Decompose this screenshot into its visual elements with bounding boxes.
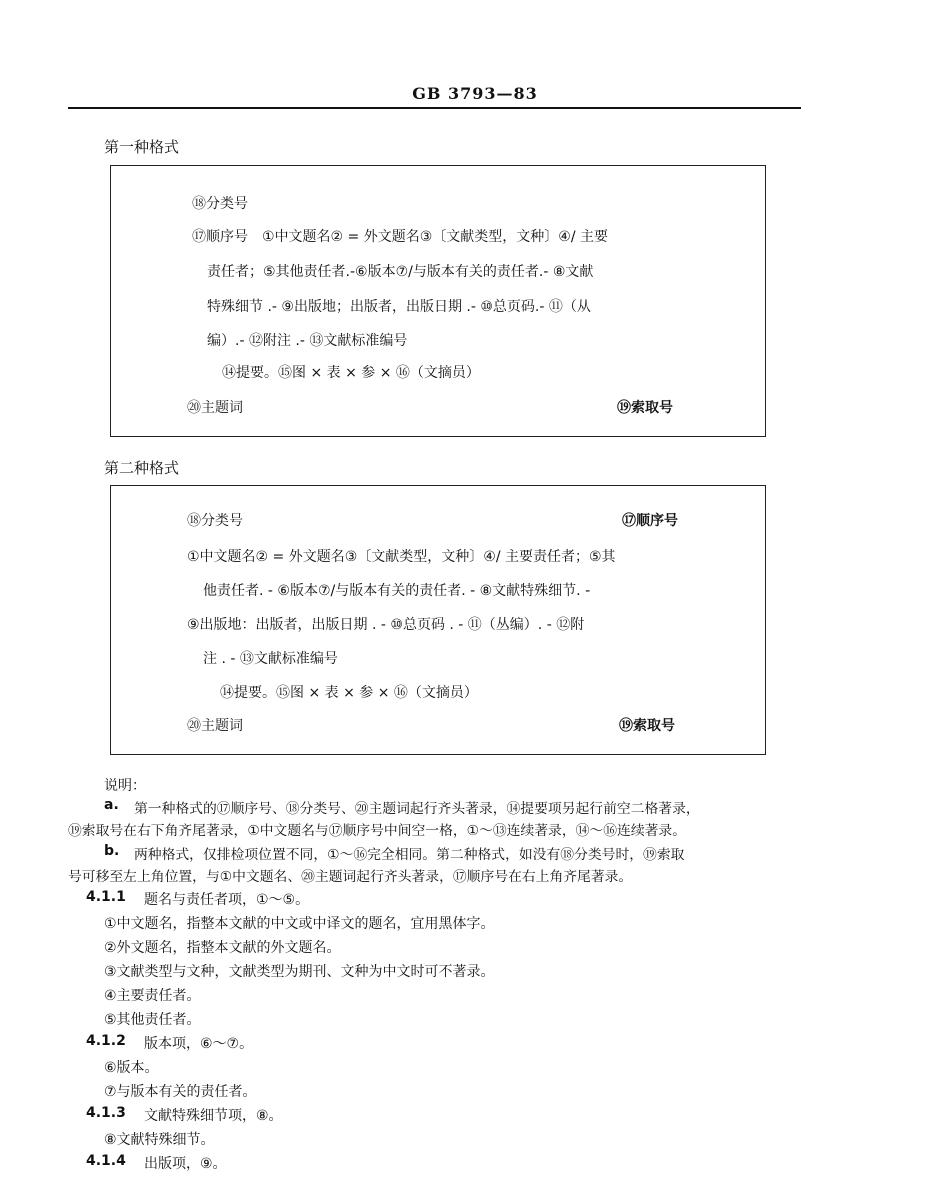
section-item: ⑤其他责任者。: [104, 1012, 201, 1028]
format2-line: ⑨出版地：出版者，出版日期 . - ⑩总页码 . - ⑪（丛编）. - ⑫附: [187, 617, 585, 633]
format1-line: 特殊细节 .- ⑨出版地；出版者，出版日期 .- ⑩总页码.- ⑪（从: [207, 299, 591, 315]
format1-title: 第一种格式: [104, 138, 180, 156]
note-a-line2: ⑲索取号在右下角齐尾著录，①中文题名与⑰顺序号中间空一格，①～⑬连续著录，⑭～⑯连续著录。: [68, 823, 687, 839]
section-number: 4.1.1: [86, 889, 126, 905]
section-number: 4.1.3: [86, 1105, 126, 1121]
section-item: ①中文题名，指整本文献的中文或中译文的题名，宜用黑体字。: [104, 916, 495, 932]
section-item: ⑥版本。: [104, 1060, 159, 1076]
format2-subject: ⑳主题词: [187, 718, 243, 734]
section-title: 版本项，⑥～⑦。: [144, 1036, 254, 1052]
section-title: 出版项，⑨。: [144, 1156, 227, 1172]
section-number: 4.1.4: [86, 1153, 126, 1169]
section-title: 题名与责任者项，①～⑤。: [144, 892, 310, 908]
notes-title: 说明：: [104, 778, 146, 794]
section-item: ②外文题名，指整本文献的外文题名。: [104, 940, 341, 956]
section-item: ③文献类型与文种，文献类型为期刊、文种为中文时可不著录。: [104, 964, 495, 980]
note-a-label: a.: [104, 797, 119, 813]
format1-line: 编）.- ⑫附注 .- ⑬文献标准编号: [207, 333, 408, 349]
header-rule: [68, 107, 801, 109]
section-item: ④主要责任者。: [104, 988, 201, 1004]
format1-line: ⑰顺序号 ①中文题名② = 外文题名③〔文献类型，文种〕④/ 主要: [192, 229, 608, 245]
format2-line: 他责任者. - ⑥版本⑦/与版本有关的责任者. - ⑧文献特殊细节. -: [203, 583, 591, 599]
format2-line: ①中文题名② = 外文题名③〔文献类型，文种〕④/ 主要责任者；⑤其: [187, 549, 616, 565]
note-b-label: b.: [104, 843, 120, 859]
section-number: 4.1.2: [86, 1033, 126, 1049]
format2-line: 注 . - ⑬文献标准编号: [203, 651, 338, 667]
format1-subject: ⑳主题词: [187, 400, 243, 416]
format1-call-number: ⑲索取号: [617, 400, 673, 416]
format2-classification: ⑱分类号: [187, 513, 243, 529]
format1-line: 责任者；⑤其他责任者.-⑥版本⑦/与版本有关的责任者.- ⑧文献: [207, 264, 594, 280]
format2-sequence: ⑰顺序号: [622, 513, 678, 529]
note-b-line1: 两种格式，仅排检项位置不同，①～⑯完全相同。第二种格式，如没有⑱分类号时，⑲索取: [134, 847, 685, 863]
format2-line: ⑭提要。⑮图 × 表 × 参 × ⑯（文摘员）: [220, 685, 478, 701]
section-title: 文献特殊细节项，⑧。: [144, 1108, 283, 1124]
note-a-line1: 第一种格式的⑰顺序号、⑱分类号、⑳主题词起行齐头著录，⑭提要项另起行前空二格著录，: [134, 801, 700, 817]
format1-line: ⑭提要。⑮图 × 表 × 参 × ⑯（文摘员）: [222, 365, 480, 381]
section-item: ⑦与版本有关的责任者。: [104, 1084, 257, 1100]
section-item: ⑧文献特殊细节。: [104, 1132, 215, 1148]
format2-title: 第二种格式: [104, 459, 180, 477]
format2-call-number: ⑲索取号: [619, 718, 675, 734]
format1-line: ⑱分类号: [192, 196, 248, 212]
note-b-line2: 号可移至左上角位置，与①中文题名、⑳主题词起行齐头著录，⑰顺序号在右上角齐尾著录。: [68, 869, 633, 885]
standard-header: GB 3793—83: [412, 84, 538, 103]
